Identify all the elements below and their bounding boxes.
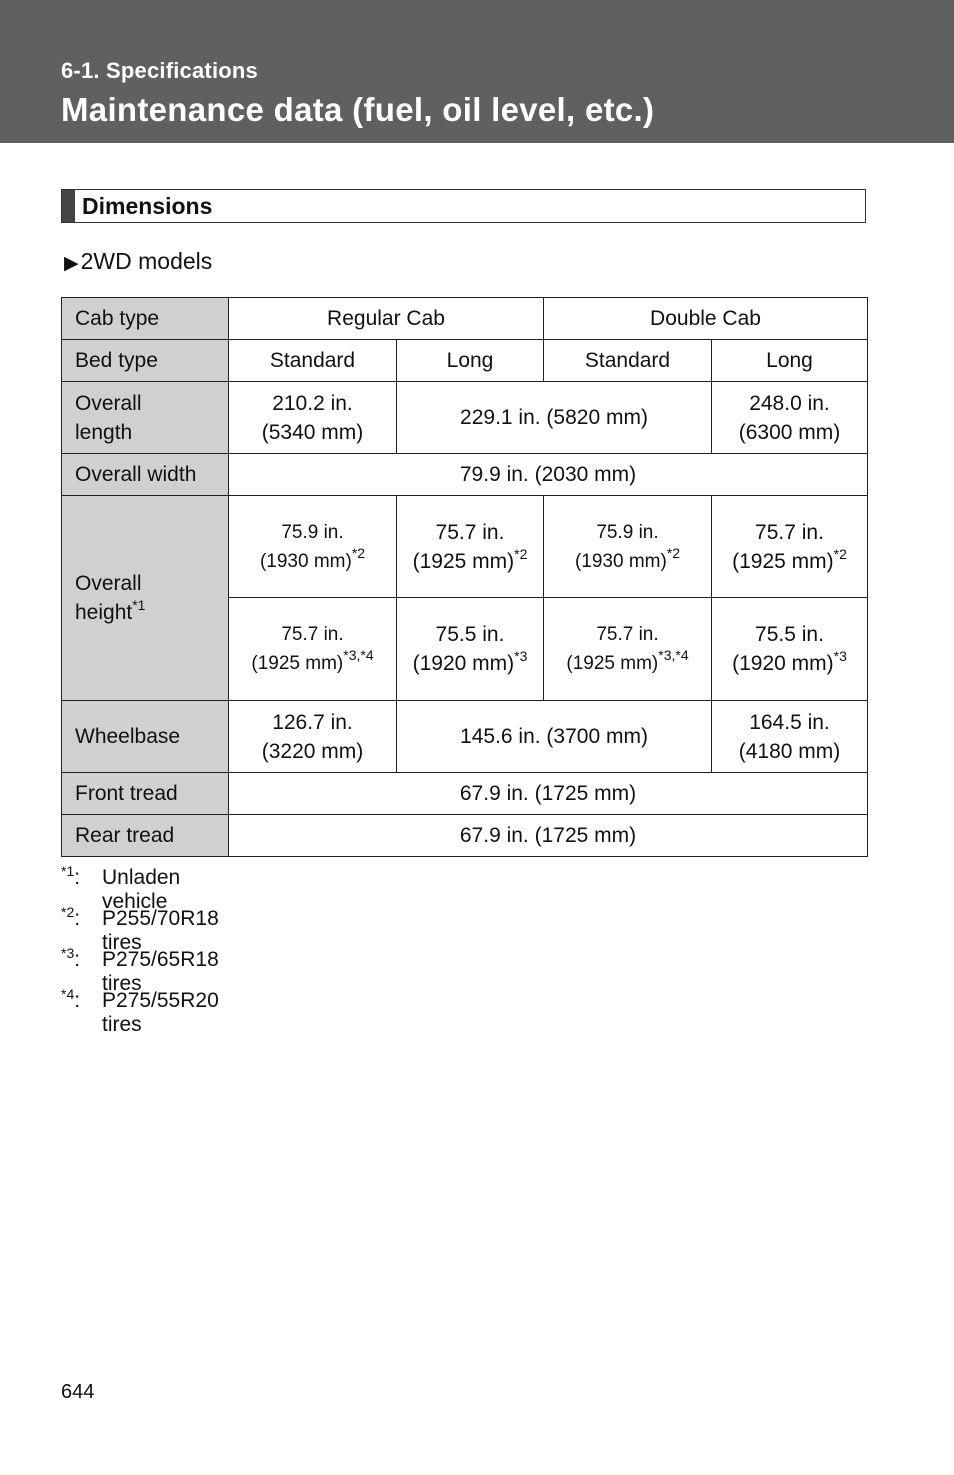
- table-row: [62, 298, 868, 340]
- row-header-overall-length: Overall length: [62, 382, 229, 454]
- table-cell: 75.7 in. (1925 mm)$^{*2}$: [712, 496, 868, 598]
- page-title: Maintenance data (fuel, oil level, etc.): [61, 91, 655, 128]
- table-row: [62, 496, 868, 598]
- table-row: [62, 454, 868, 496]
- table-cell: Long: [397, 340, 544, 382]
- footnote-text: P275/65R18 tires: [102, 948, 219, 995]
- table-cell: Double Cab: [544, 298, 868, 340]
- table-cell: Regular Cab: [229, 298, 544, 340]
- table-cell: 126.7 in. (3220 mm): [229, 701, 397, 773]
- row-header-rear-tread: Rear tread: [62, 815, 229, 857]
- table-cell: 145.6 in. (3700 mm): [397, 701, 712, 773]
- triangle-marker-icon: ▶: [64, 253, 79, 274]
- heading-accent-bar: [62, 190, 75, 222]
- table-cell: 67.9 in. (1725 mm): [229, 773, 868, 815]
- footnote-mark: *1: [61, 863, 75, 879]
- table-cell: 75.9 in. (1930 mm)$^{*2}$: [229, 496, 397, 598]
- table-row: [62, 382, 868, 454]
- table-row: [62, 815, 868, 857]
- footnote-text: Unladen vehicle: [102, 866, 181, 913]
- footnote-mark: *4: [61, 986, 75, 1002]
- table-cell: 248.0 in. (6300 mm): [712, 382, 868, 454]
- table-cell: 67.9 in. (1725 mm): [229, 815, 868, 857]
- row-header-cab-type: Cab type: [62, 298, 229, 340]
- row-header-bed-type: Bed type: [62, 340, 229, 382]
- table-cell: 75.7 in. (1925 mm)$^{*2}$: [397, 496, 544, 598]
- table-cell: 75.5 in. (1920 mm)$^{*3}$: [712, 598, 868, 701]
- footnote-mark: *2: [61, 904, 75, 920]
- table-cell: 75.5 in. (1920 mm)$^{*3}$: [397, 598, 544, 701]
- page-number: 644: [61, 1381, 95, 1403]
- footnote-text: P275/55R20 tires: [102, 989, 219, 1036]
- models-subheading-text: 2WD models: [80, 248, 213, 274]
- row-header-overall-width: Overall width: [62, 454, 229, 496]
- table-cell: Standard: [229, 340, 397, 382]
- row-header-front-tread: Front tread: [62, 773, 229, 815]
- table-cell: 164.5 in. (4180 mm): [712, 701, 868, 773]
- table-row: [62, 701, 868, 773]
- table-cell: 210.2 in. (5340 mm): [229, 382, 397, 454]
- row-header-wheelbase: Wheelbase: [62, 701, 229, 773]
- table-cell: Long: [712, 340, 868, 382]
- dimensions-heading: Dimensions: [82, 193, 213, 219]
- table-cell: 229.1 in. (5820 mm): [397, 382, 712, 454]
- table-row: [62, 773, 868, 815]
- table-cell: 75.9 in. (1930 mm)$^{*2}$: [544, 496, 712, 598]
- footnote-text: P255/70R18 tires: [102, 907, 219, 954]
- dimensions-table: [61, 297, 868, 857]
- footnote-mark: *3: [61, 945, 75, 961]
- dimensions-heading-box: [61, 189, 866, 223]
- section-label: 6-1. Specifications: [61, 58, 258, 83]
- models-subheading: [64, 248, 212, 275]
- table-cell: 75.7 in. (1925 mm)$^{*3,*4}$: [229, 598, 397, 701]
- table-row: [62, 340, 868, 382]
- table-cell: 79.9 in. (2030 mm): [229, 454, 868, 496]
- table-cell: Standard: [544, 340, 712, 382]
- row-header-overall-height: Overall height$^{*1}$: [62, 496, 229, 701]
- table-cell: 75.7 in. (1925 mm)$^{*3,*4}$: [544, 598, 712, 701]
- page-header: [0, 0, 954, 143]
